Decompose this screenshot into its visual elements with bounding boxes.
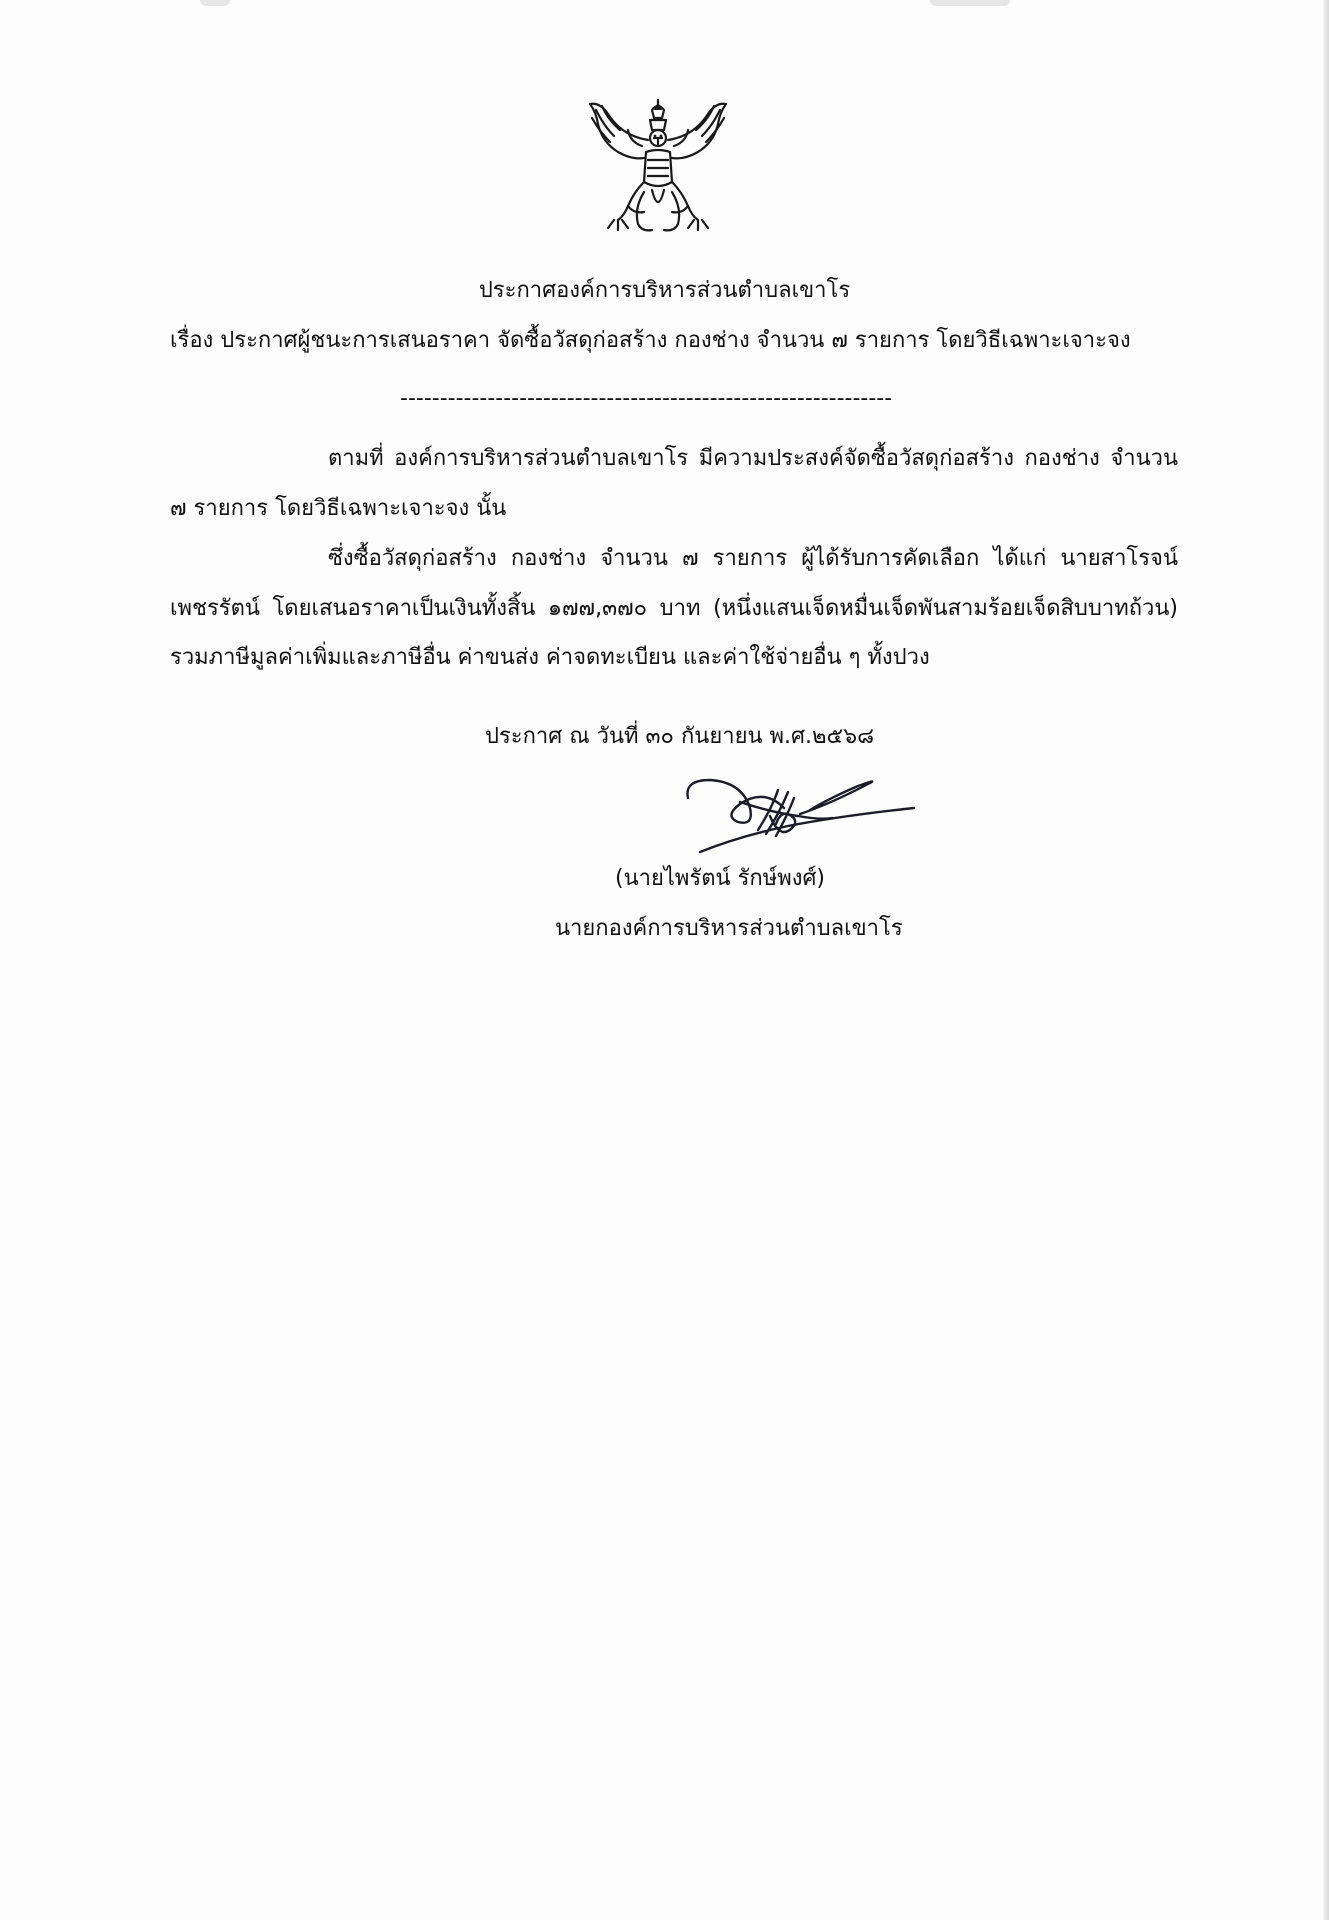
paragraph-2-line-3: รวมภาษีมูลค่าเพิ่มและภาษีอื่น ค่าขนส่ง ค่าจดทะเบียน และค่าใช้จ่ายอื่น ๆ ทั้งปวง [170, 645, 930, 670]
scan-edge-mark [930, 0, 1010, 6]
scan-edge-mark [200, 0, 230, 6]
paragraph-2-line-1: ซึ่งซื้อวัสดุก่อสร้าง กองช่าง จำนวน ๗ รายการ ผู้ได้รับการคัดเลือก ได้แก่ นายสาโรจน์ [328, 546, 1178, 571]
document-title: ประกาศองค์การบริหารส่วนตำบลเขาโร [478, 278, 851, 303]
paragraph-1-line-2: ๗ รายการ โดยวิธีเฉพาะเจาะจง นั้น [170, 496, 507, 521]
garuda-emblem-icon [578, 96, 738, 238]
announcement-date: ประกาศ ณ วันที่ ๓๐ กันยายน พ.ศ.๒๕๖๘ [485, 724, 875, 749]
signer-name: (นายไพรัตน์ รักษ์พงศ์) [615, 866, 825, 891]
handwritten-signature-icon [680, 768, 920, 856]
signer-position: นายกองค์การบริหารส่วนตำบลเขาโร [555, 916, 903, 941]
document-subject: เรื่อง ประกาศผู้ชนะการเสนอราคา จัดซื้อวัสดุก่อสร้าง กองช่าง จำนวน ๗ รายการ โดยวิธีเฉพาะเจาะจง [170, 328, 1131, 353]
divider-line: -------------------------------------------------------------- [400, 386, 893, 411]
paragraph-2-line-2: เพชรรัตน์ โดยเสนอราคาเป็นเงินทั้งสิ้น ๑๗๗,๓๗๐ บาท (หนึ่งแสนเจ็ดหมื่นเจ็ดพันสามร้อยเจ็ดสิบบาทถ้วน) [170, 596, 1178, 621]
paragraph-1-line-1: ตามที่ องค์การบริหารส่วนตำบลเขาโร มีความประสงค์จัดซื้อวัสดุก่อสร้าง กองช่าง จำนวน [328, 446, 1178, 471]
